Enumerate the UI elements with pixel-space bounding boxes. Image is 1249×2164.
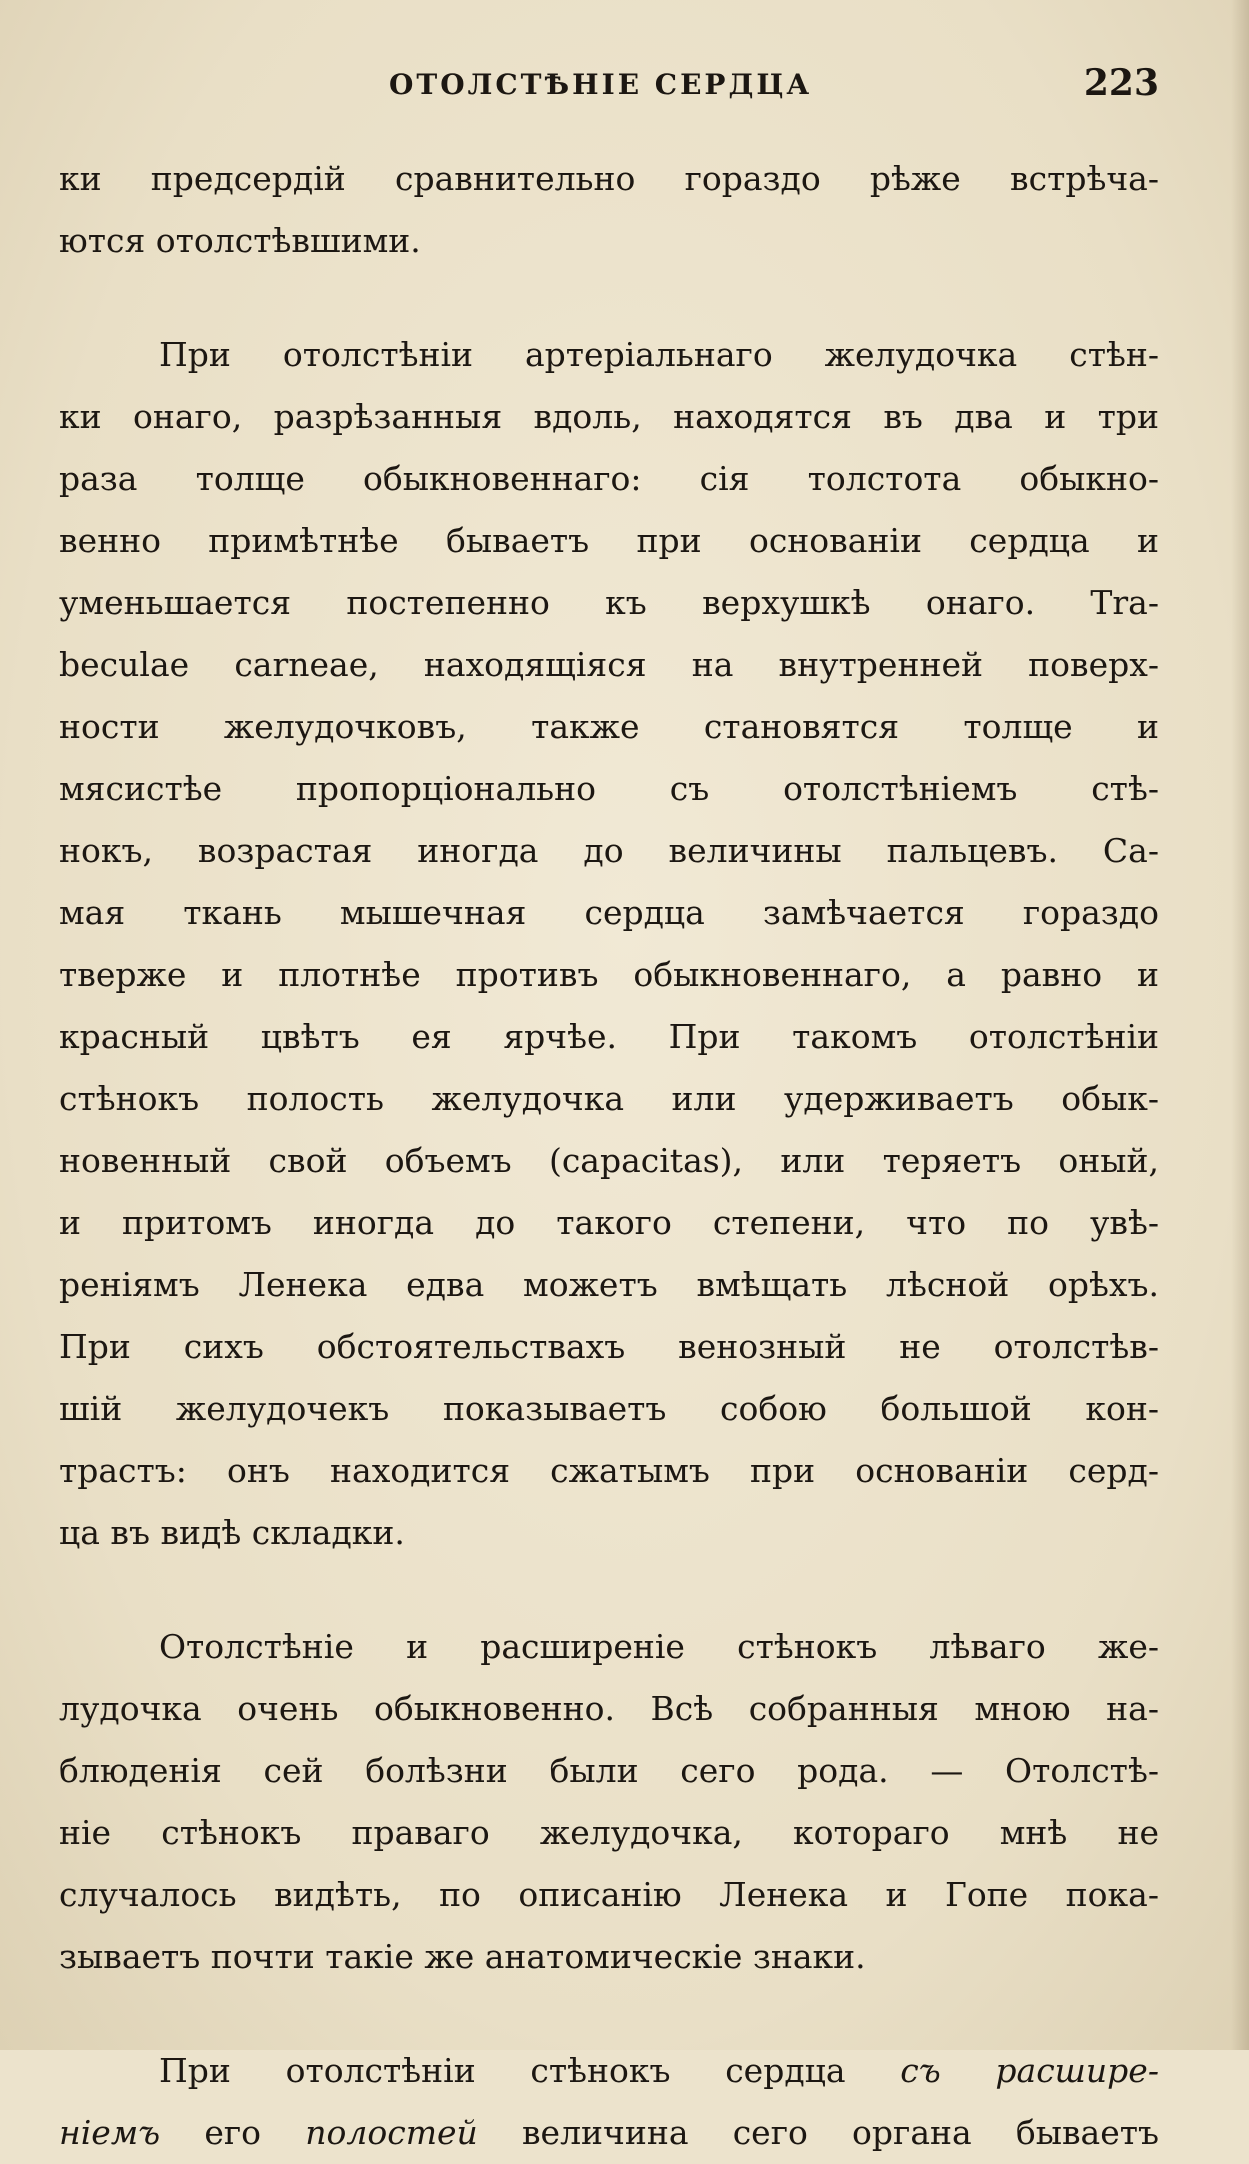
text-line: лудочка очень обыкновенно. Всѣ собранныя мною на- [59,1689,1159,1728]
text-line: красный цвѣтъ ея ярчѣе. При такомъ отолстѣніи [59,1017,1159,1056]
text-line: ца въ видѣ складки. [59,1513,405,1552]
page-number: 223 [1083,62,1159,104]
text-line: При сихъ обстоятельствахъ венозный не отолстѣв- [59,1327,1159,1366]
paragraph-2 [59,324,1159,1564]
text-line: ности желудочковъ, также становятся толще и [59,707,1159,746]
italic-run: ніемъ [59,2113,161,2152]
text-line: ются отолстѣвшими. [59,221,421,260]
italic-run: съ расшире- [900,2051,1159,2090]
page-edge-shadow [1231,0,1249,2050]
text-run: его [160,2113,306,2152]
text-line [59,2102,1159,2164]
text-line: ніе стѣнокъ праваго желудочка, котораго мнѣ не [59,1813,1159,1852]
text-line: мясистѣе пропорціонально съ отолстѣніемъ стѣ- [59,769,1159,808]
italic-run: полостей [305,2113,478,2152]
text-line: beculae carneae, находящіяся на внутренней поверх- [59,645,1159,684]
text-line: нокъ, возрастая иногда до величины пальцевъ. Са- [59,831,1159,870]
text-line: стѣнокъ полость желудочка или удерживаетъ обык- [59,1079,1159,1118]
running-title: ОТОЛСТѢНІЕ СЕРДЦА [389,68,813,101]
text-run: величина сего органа бываетъ [477,2113,1159,2152]
text-line: шій желудочекъ показываетъ собою большой кон- [59,1389,1159,1428]
text-line [59,2040,1159,2102]
text-line: уменьшается постепенно къ верхушкѣ онаго. Tra- [59,583,1159,622]
text-run: При отолстѣніи стѣнокъ сердца [159,2051,901,2090]
text-line: трастъ: онъ находится сжатымъ при основаніи серд- [59,1451,1159,1490]
paragraph-3 [59,1616,1159,1988]
text-line: Отолстѣніе и расширеніе стѣнокъ лѣваго же- [159,1627,1159,1666]
text-line: раза толще обыкновеннаго: сія толстота обыкно- [59,459,1159,498]
paragraph-4 [59,2040,1159,2164]
text-line: и притомъ иногда до такого степени, что по увѣ- [59,1203,1159,1242]
page-header [59,62,1159,108]
paragraph-1 [59,148,1159,272]
text-line: ки онаго, разрѣзанныя вдоль, находятся въ два и три [59,397,1159,436]
body-text [59,148,1159,2164]
text-line: При отолстѣніи артеріальнаго желудочка стѣн- [159,335,1159,374]
text-line: новенный свой объемъ (capacitas), или теряетъ оный, [59,1141,1159,1180]
text-line: тверже и плотнѣе противъ обыкновеннаго, а равно и [59,955,1159,994]
text-line: зываетъ почти такіе же анатомическіе знаки. [59,1937,866,1976]
text-line: реніямъ Ленека едва можетъ вмѣщать лѣсной орѣхъ. [59,1265,1159,1304]
text-line: венно примѣтнѣе бываетъ при основаніи сердца и [59,521,1159,560]
text-line: случалось видѣть, по описанію Ленека и Гопе пока- [59,1875,1159,1914]
text-line: блюденія сей болѣзни были сего рода. — Отолстѣ- [59,1751,1159,1790]
text-line: мая ткань мышечная сердца замѣчается гораздо [59,893,1159,932]
text-line: ки предсердій сравнительно гораздо рѣже встрѣча- [59,159,1159,198]
